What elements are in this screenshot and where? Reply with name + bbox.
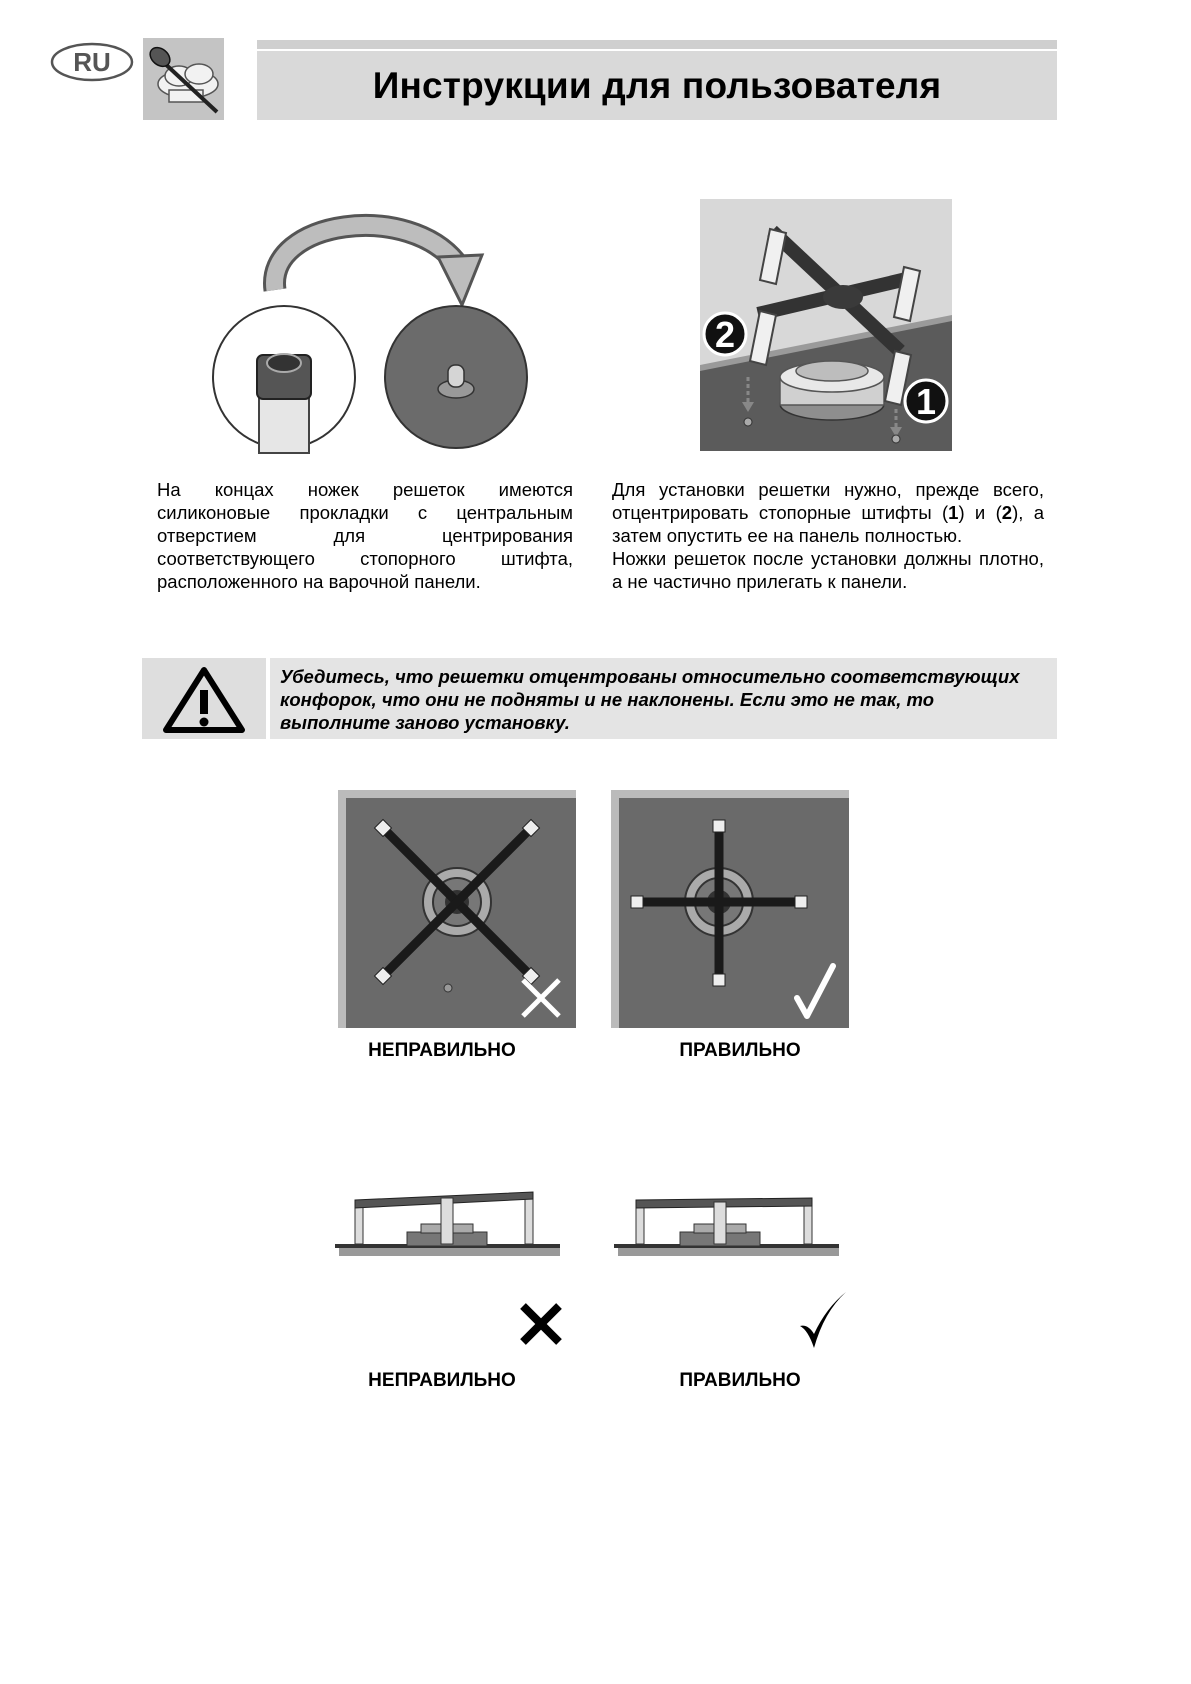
warning-text: Убедитесь, что решетки отцентрованы относительно соответствующих конфорок, что они не подняты и не наклонены. Если это не так, то выполните заново установку. xyxy=(280,666,1020,733)
rotate-arrow-icon xyxy=(438,255,482,305)
callout-2-label: 2 xyxy=(714,314,736,355)
right-paragraph xyxy=(612,478,1044,593)
wrong-label-top: НЕПРАВИЛЬНО xyxy=(368,1040,516,1061)
right-paragraph-line2: Ножки решеток после установки должны плотно, а не частично прилегать к панели. xyxy=(612,548,1044,592)
pin-number-1: 1 xyxy=(948,502,959,523)
right-paragraph-part1: Для установки решетки нужно, прежде всего, отцентрировать стопорные штифты ( xyxy=(612,479,1044,523)
page-header xyxy=(257,40,1057,120)
pin-number-2: 2 xyxy=(1001,502,1013,523)
warning-text-cell xyxy=(270,658,1057,739)
wrong-side-view xyxy=(335,1190,560,1260)
right-label-bottom: ПРАВИЛЬНО xyxy=(679,1370,801,1391)
warning-icon-cell xyxy=(142,658,266,739)
wrong-orientation-image xyxy=(338,790,576,1028)
grate-installation-photo xyxy=(700,199,952,451)
page-title: Инструкции для пользователя xyxy=(372,64,942,106)
wrong-label-bottom: НЕПРАВИЛЬНО xyxy=(368,1370,516,1391)
warning-triangle-icon xyxy=(142,658,266,739)
language-badge xyxy=(50,42,134,82)
right-paragraph-part3: ), а затем опустить ее на панель полностью. xyxy=(612,502,1044,546)
check-icon-bottom xyxy=(796,1290,848,1352)
language-badge-label: RU xyxy=(73,47,111,77)
chef-spoon-icon xyxy=(143,38,224,120)
header-stripe xyxy=(257,40,1057,49)
right-orientation-image xyxy=(611,790,849,1028)
title-panel xyxy=(257,51,1057,120)
wrong-cross-icon-bottom xyxy=(518,1301,564,1347)
right-paragraph-part2: ) и ( xyxy=(958,502,1002,523)
grate-foot-pin-illustration xyxy=(210,195,540,460)
warning-box xyxy=(142,658,1057,739)
callout-1-label: 1 xyxy=(915,381,937,422)
left-paragraph: На концах ножек решеток имеются силиконовые прокладки с центральным отверстием для центрирования соответствующего стопорного штифта, расположенного на варочной панели. xyxy=(157,479,573,592)
right-side-view xyxy=(614,1190,839,1260)
right-label-top: ПРАВИЛЬНО xyxy=(679,1040,801,1061)
